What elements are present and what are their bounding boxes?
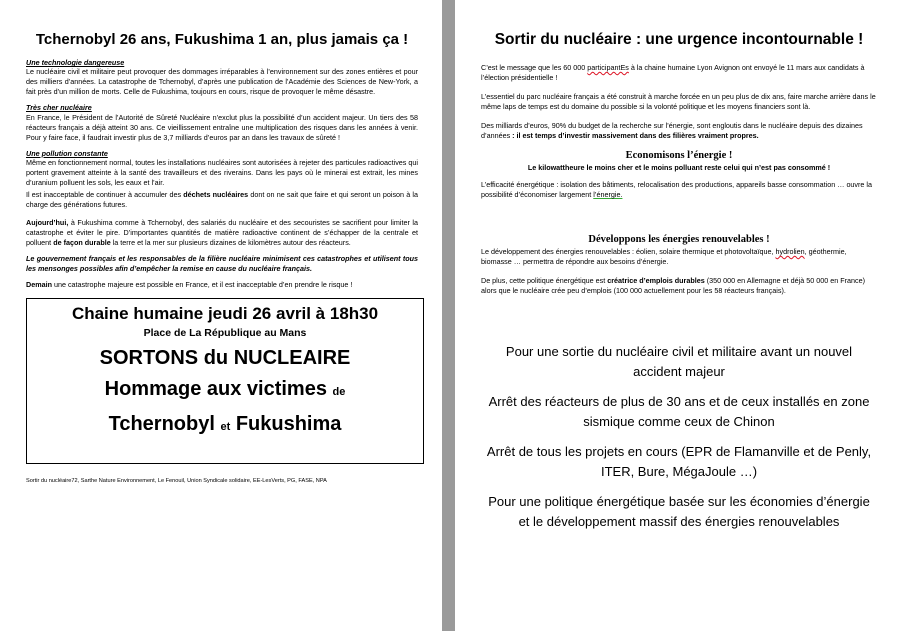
event-place-line: Place de La République au Mans [143, 327, 307, 340]
demand-item: Arrêt des réacteurs de plus de 30 ans et de ceux installés en zone sismique comme ceux de Chinon [488, 394, 870, 429]
page-gutter [442, 0, 455, 631]
event-banner [26, 298, 424, 464]
section-text: Même en fonctionnement normal, toutes les installations nucléaires sont autorisées à rejeter des particules radioactives qui portent gravement atteinte à la santé des travailleurs et des riverains. Dans les pays où le minerai est extrait, les mines d’uranium polluent les sols, les eaux et l’air. [26, 158, 418, 188]
demand-item: Pour une politique énergétique basée sur les économies d’énergie et le développement massif des énergies renouvelables [488, 494, 870, 529]
section-heading: Une pollution constante [26, 148, 108, 158]
paragraph-fleet: L’essentiel du parc nucléaire français a été construit à marche forcée en un peu plus de dix ans, faire marche arrière dans le même laps de temps est du domaine du possible si la volonté politique et les moyens financiers sont là. [481, 92, 876, 111]
section-heading: Très cher nucléaire [26, 103, 92, 113]
heading-economy: Economisons l’énergie ! [625, 150, 733, 161]
paragraph-efficiency: L’efficacité énergétique : isolation des bâtiments, relocalisation des productions, appareils basse consommation … ouvre la possibilité d’économiser largement l’énergie. [481, 180, 873, 199]
page-title: Tchernobyl 26 ans, Fukushima 1 an, plus jamais ça ! [35, 31, 409, 48]
section-technology [26, 58, 418, 97]
demand-item: Arrêt de tous les projets en cours (EPR de Flamanville et de Penly, ITER, Bure, MégaJoule …) [486, 444, 872, 479]
event-date-line: Chaine humaine jeudi 26 avril à 18h30 [71, 304, 379, 324]
paragraph-budget: Des milliards d’euros, 90% du budget de la recherche sur l’énergie, sont engloutis dans le nucléaire depuis des dizaines d’années : il est temps d’investir massivement dans des filières vraiment propres. [481, 121, 863, 140]
section-text: En France, le Président de l’Autorité de Sûreté Nucléaire n’exclut plus la possibilité d’un accident majeur. Un tiers des 58 réacteurs français a déjà atteint 30 ans. Ce vieillissement entraîne une multiplication des risques dans les années à venir. Pour y faire face, il faudrait investir plus de 3,7 milliards d’euros par an dans les travaux de sûreté ! [26, 112, 418, 142]
section-heading: Une technologie dangereuse [26, 58, 125, 67]
paragraph-tomorrow: Demain une catastrophe majeure est possible en France, et il est inacceptable d’en prendre le risque ! [26, 280, 353, 290]
subheading-economy: Le kilowattheure le moins cher et le moins polluant reste celui qui n’est pas consommé ! [527, 163, 831, 172]
demands-list [481, 342, 877, 532]
heading-renewables: Développons les énergies renouvelables ! [588, 234, 770, 245]
section-text: Le nucléaire civil et militaire peut provoquer des dommages irréparables à l’environnement sur des zones entières et pour des milliers d’années. La catastrophe de Tchernobyl, d’après une publication de l’Académie des Sciences de New-York, a fait près d’un million de morts. Celle de Fukushima, toujours en cours, risque de provoquer le même désastre. [26, 67, 418, 97]
demand-item: Pour une sortie du nucléaire civil et militaire avant un nouvel accident majeur [505, 344, 853, 379]
leaflet-page-right [455, 0, 903, 631]
section-cost [26, 103, 418, 142]
slogan-line: SORTONS du NUCLEAIRE [99, 347, 351, 370]
paragraph-renewables: Le développement des énergies renouvelables : éolien, solaire thermique et photovoltaïque, hydrolien, géothermie, biomasse … permettra de répondre aux besoins d’énergie. [481, 247, 847, 266]
organizers-footer: Sortir du nucléaire72, Sarthe Nature Environnement, Le Fenouil, Union Syndicale solidaire, EE-LesVerts, PG, FASE, NPA [26, 478, 327, 485]
page-title: Sortir du nucléaire : une urgence incontournable ! [494, 31, 864, 48]
tribute-line: Hommage aux victimes de [104, 378, 346, 401]
paragraph-waste: Il est inacceptable de continuer à accumuler des déchets nucléaires dont on ne sait que faire et qui seront un poison à la charge des générations futures. [26, 190, 418, 210]
paragraph-government: Le gouvernement français et les responsables de la filière nucléaire minimisent ces catastrophes et utilisent tous les mensonges possibles afin d’empêcher la remise en cause du nucléaire français. [26, 254, 418, 274]
victims-line: Tchernobyl et Fukushima [108, 413, 342, 436]
section-pollution [26, 149, 418, 210]
paragraph-jobs: De plus, cette politique énergétique est créatrice d’emplois durables (350 000 en Allemagne et déjà 50 000 en France) alors que le nucléaire crée peu d’emplois (100 000 actuellement pour les 58 réacteurs français). [481, 276, 865, 295]
paragraph-today: Aujourd’hui, à Fukushima comme à Tchernobyl, des salariés du nucléaire et des secouristes se sacrifient pour limiter la catastrophe et éviter le pire. D’importantes quantités de matière radioactive continent de s’échapper de la centrale et polluent de façon durable la terre et la mer sur plusieurs dizaines de kilomètres autour des réacteurs. [26, 218, 418, 248]
paragraph-message: C’est le message que les 60 000 participantEs à la chaine humaine Lyon Avignon ont envoyé le 11 mars aux candidats à l’élection présidentielle ! [481, 63, 865, 82]
leaflet-page-left [0, 0, 442, 631]
